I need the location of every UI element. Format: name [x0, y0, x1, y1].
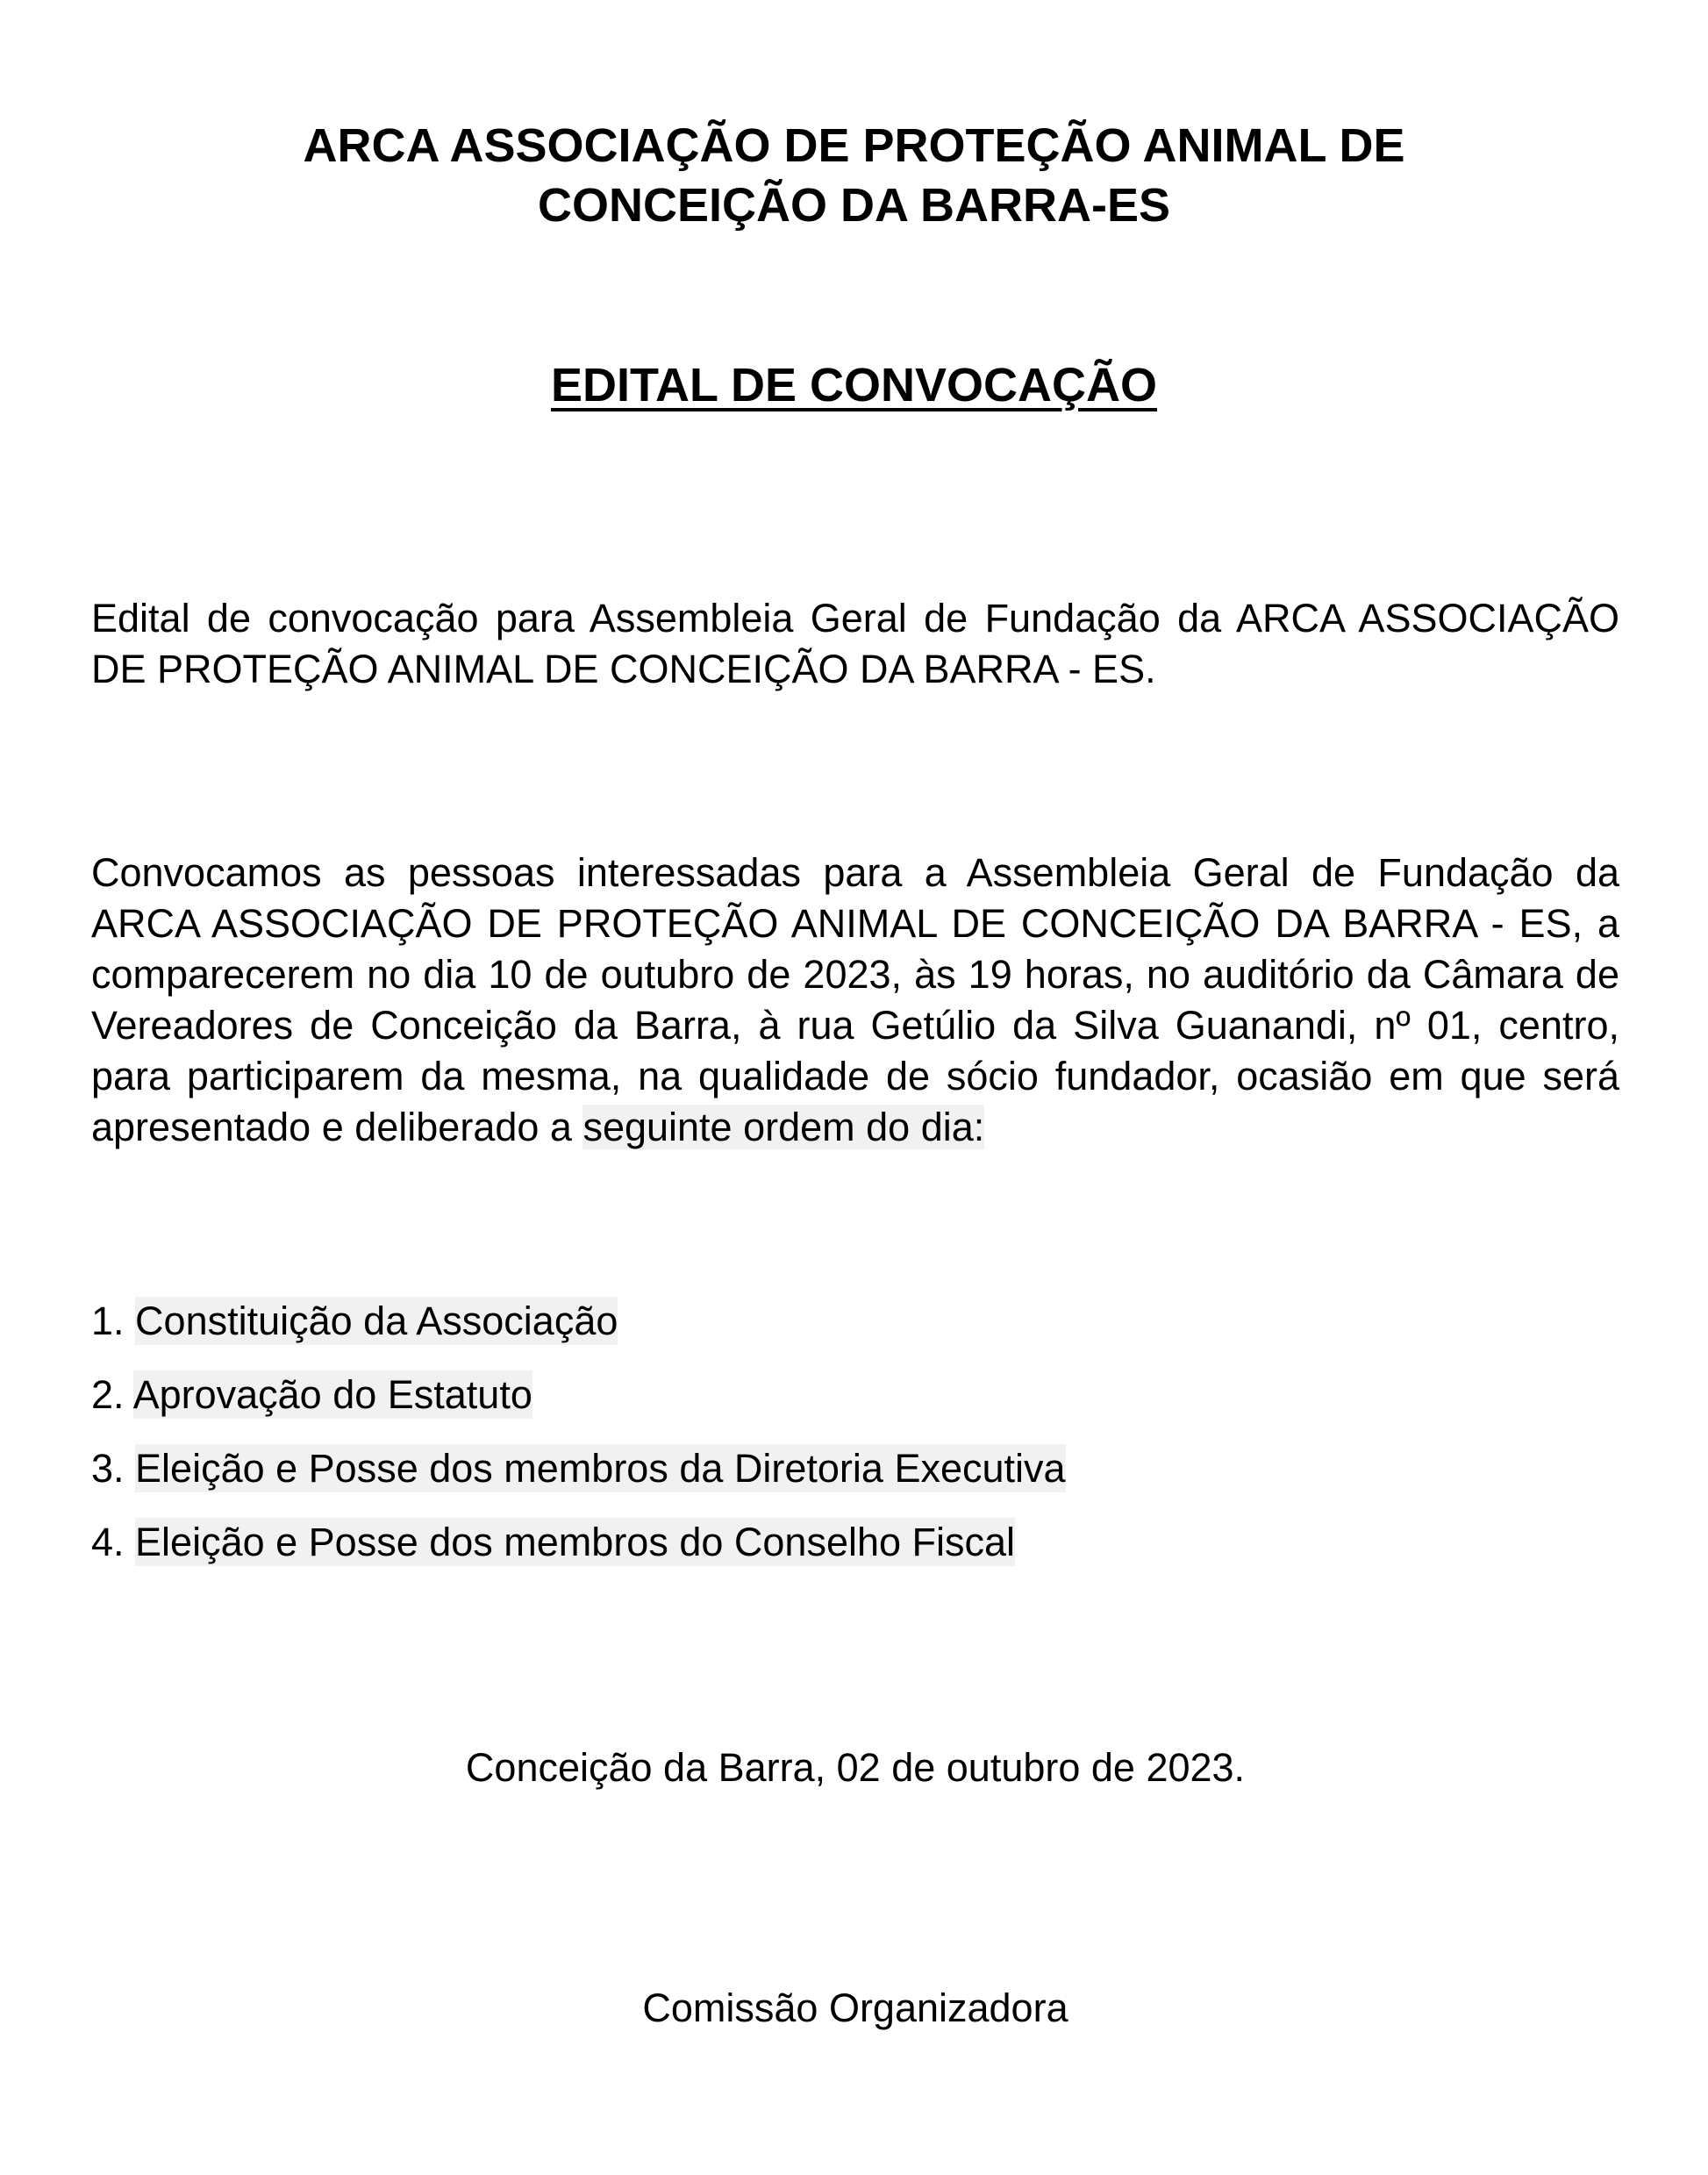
agenda-item-number: 1.	[91, 1299, 125, 1343]
agenda-item-text: Eleição e Posse dos membros da Diretoria Executiva	[135, 1446, 1066, 1491]
agenda-item	[91, 1295, 1407, 1369]
convocation-paragraph-highlight: seguinte ordem do dia:	[582, 1105, 985, 1149]
convocation-paragraph	[91, 848, 1619, 1153]
organization-title-line-1: ARCA ASSOCIAÇÃO DE PROTEÇÃO ANIMAL DE	[303, 119, 1405, 172]
convocation-paragraph-text: Convocamos as pessoas interessadas para a Assembleia Geral de Fundação da ARCA ASSOCIAÇÃO DE PROTEÇÃO ANIMAL DE CONCEIÇÃO DA BARRA - ES, a comparecerem no dia 10 de outubro de 2023, às 19 horas, no auditório da Câmara de Vereadores de Conceição da Barra, à rua Getúlio da Silva Guanandi, nº 01, centro, para participarem da mesma, na qualidade de sócio fundador, ocasião em que será apresentado e deliberado a	[91, 850, 1619, 1149]
agenda-item-text: Constituição da Associação	[135, 1299, 618, 1343]
place-and-date: Conceição da Barra, 02 de outubro de 2023.	[465, 1745, 1246, 1790]
agenda-item-number: 2.	[91, 1372, 125, 1417]
document-title-text: EDITAL DE CONVOCAÇÃO	[550, 359, 1158, 411]
agenda-item-number: 4.	[91, 1520, 125, 1564]
document-title	[140, 355, 1568, 415]
agenda-item	[91, 1369, 1407, 1442]
signature-line: Comissão Organizadora	[642, 1985, 1068, 2030]
agenda-item	[91, 1442, 1407, 1516]
organization-title-line-2: CONCEIÇÃO DA BARRA-ES	[537, 179, 1170, 232]
agenda-item	[91, 1516, 1407, 1590]
agenda-item-text: Eleição e Posse dos membros do Conselho Fiscal	[135, 1520, 1016, 1564]
organization-title	[140, 116, 1568, 235]
agenda-list	[91, 1295, 1407, 1590]
agenda-item-number: 3.	[91, 1446, 125, 1491]
agenda-item-text: Aprovação do Estatuto	[132, 1372, 532, 1417]
intro-paragraph: Edital de convocação para Assembleia Geral de Fundação da ARCA ASSOCIAÇÃO DE PROTEÇÃO ANIMAL DE CONCEIÇÃO DA BARRA - ES.	[91, 596, 1619, 691]
